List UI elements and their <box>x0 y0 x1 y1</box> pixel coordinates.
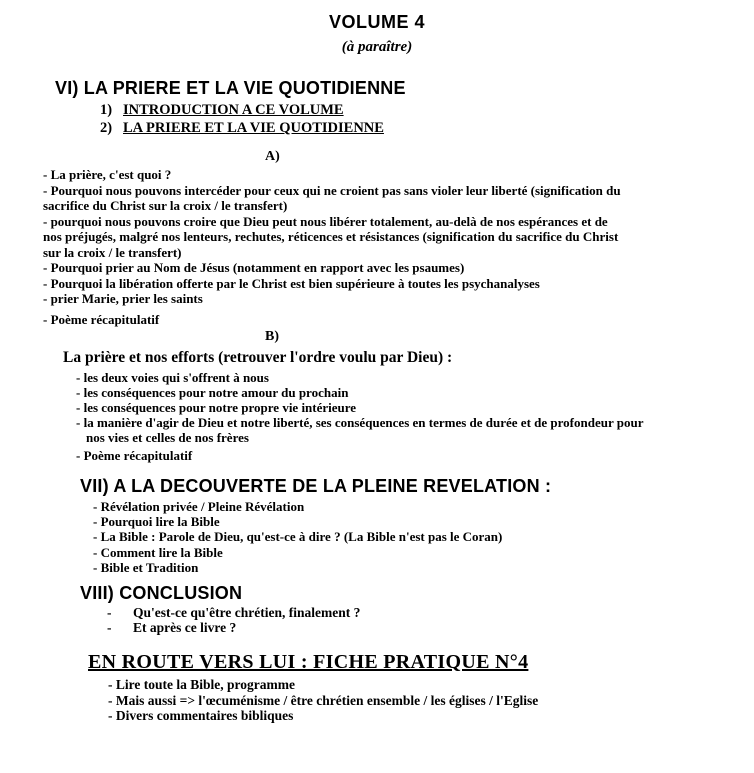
content-line <box>107 605 754 620</box>
content-line: sacrifice du Christ sur la croix / le transfert) <box>43 198 288 213</box>
section-vii-heading: VII) A LA DECOUVERTE DE LA PLEINE REVELATION : <box>80 476 552 496</box>
part-b-label: B) <box>265 329 279 344</box>
section-vi-heading: VI) LA PRIERE ET LA VIE QUOTIDIENNE <box>55 78 406 98</box>
content-line: - les deux voies qui s'offrent à nous <box>76 370 269 385</box>
content-line: - Mais aussi => l'œcuménisme / être chrétien ensemble / les églises / l'Eglise <box>108 692 539 708</box>
content-line: - Pourquoi lire la Bible <box>93 514 220 530</box>
content-line: - la manière d'agir de Dieu et notre liberté, ses conséquences en termes de durée et de profondeur pour <box>76 415 644 430</box>
section-viii-content <box>107 605 754 635</box>
content-line: - Comment lire la Bible <box>93 544 223 560</box>
document-title: VOLUME 4 <box>328 12 425 32</box>
toc-item-1 <box>100 101 754 119</box>
content-line: - les conséquences pour notre amour du prochain <box>76 385 349 400</box>
part-b-content <box>76 370 754 445</box>
bullet-dash: - <box>107 620 112 636</box>
toc-item-2-label: LA PRIERE ET LA VIE QUOTIDIENNE <box>123 120 384 136</box>
toc-item-2-number: 2) <box>100 120 113 136</box>
part-a-label: A) <box>265 149 280 164</box>
section-viii-heading: VIII) CONCLUSION <box>80 583 243 604</box>
content-line: - pourquoi nous pouvons croire que Dieu peut nous libérer totalement, au-delà de nos espérances et de <box>43 213 608 229</box>
content-line: - Divers commentaires bibliques <box>108 708 294 724</box>
content-line: - Pourquoi la libération offerte par le Christ est bien supérieure à toutes les psychanalyses <box>43 275 540 291</box>
section-vii-content <box>93 499 754 575</box>
part-b-poem-line: - Poème récapitulatif <box>76 448 193 463</box>
content-line: sur la croix / le transfert) <box>43 244 182 260</box>
part-b-heading: La prière et nos efforts (retrouver l'ordre voulu par Dieu) : <box>63 349 453 366</box>
content-line: - les conséquences pour notre propre vie intérieure <box>76 400 357 415</box>
content-line: - La Bible : Parole de Dieu, qu'est-ce à dire ? (La Bible n'est pas le Coran) <box>93 529 503 545</box>
content-line: - Lire toute la Bible, programme <box>108 677 295 693</box>
conclusion-item-1: Qu'est-ce qu'être chrétien, finalement ? <box>133 605 361 621</box>
content-line: - Pourquoi nous pouvons intercéder pour ceux qui ne croient pas sans violer leur liberté (signification du <box>43 182 621 198</box>
part-a-content <box>43 167 754 307</box>
document-subtitle: (à paraître) <box>341 39 413 55</box>
conclusion-item-2: Et après ce livre ? <box>133 620 237 636</box>
fiche-pratique-heading: EN ROUTE VERS LUI : FICHE PRATIQUE N°4 <box>88 651 529 674</box>
content-line: nos préjugés, malgré nos lenteurs, rechutes, réticences et résistances (signification du sacrifice du Christ <box>43 229 619 244</box>
content-line: - prier Marie, prier les saints <box>43 291 203 306</box>
content-line: - Bible et Tradition <box>93 559 199 575</box>
content-line: - Révélation privée / Pleine Révélation <box>93 499 305 514</box>
toc-item-1-number: 1) <box>100 102 113 118</box>
fiche-pratique-content <box>108 677 754 724</box>
bullet-dash: - <box>107 605 112 621</box>
part-a-poem-line: - Poème récapitulatif <box>43 311 160 327</box>
content-line <box>107 620 754 635</box>
toc-item-1-label: INTRODUCTION A CE VOLUME <box>123 102 344 118</box>
toc-item-2 <box>100 119 754 137</box>
content-line-continuation: nos vies et celles de nos frères <box>86 430 249 445</box>
content-line: - La prière, c'est quoi ? <box>43 167 172 182</box>
toc-numbered-list <box>100 101 754 137</box>
content-line: - Pourquoi prier au Nom de Jésus (notamment en rapport avec les psaumes) <box>43 260 465 275</box>
